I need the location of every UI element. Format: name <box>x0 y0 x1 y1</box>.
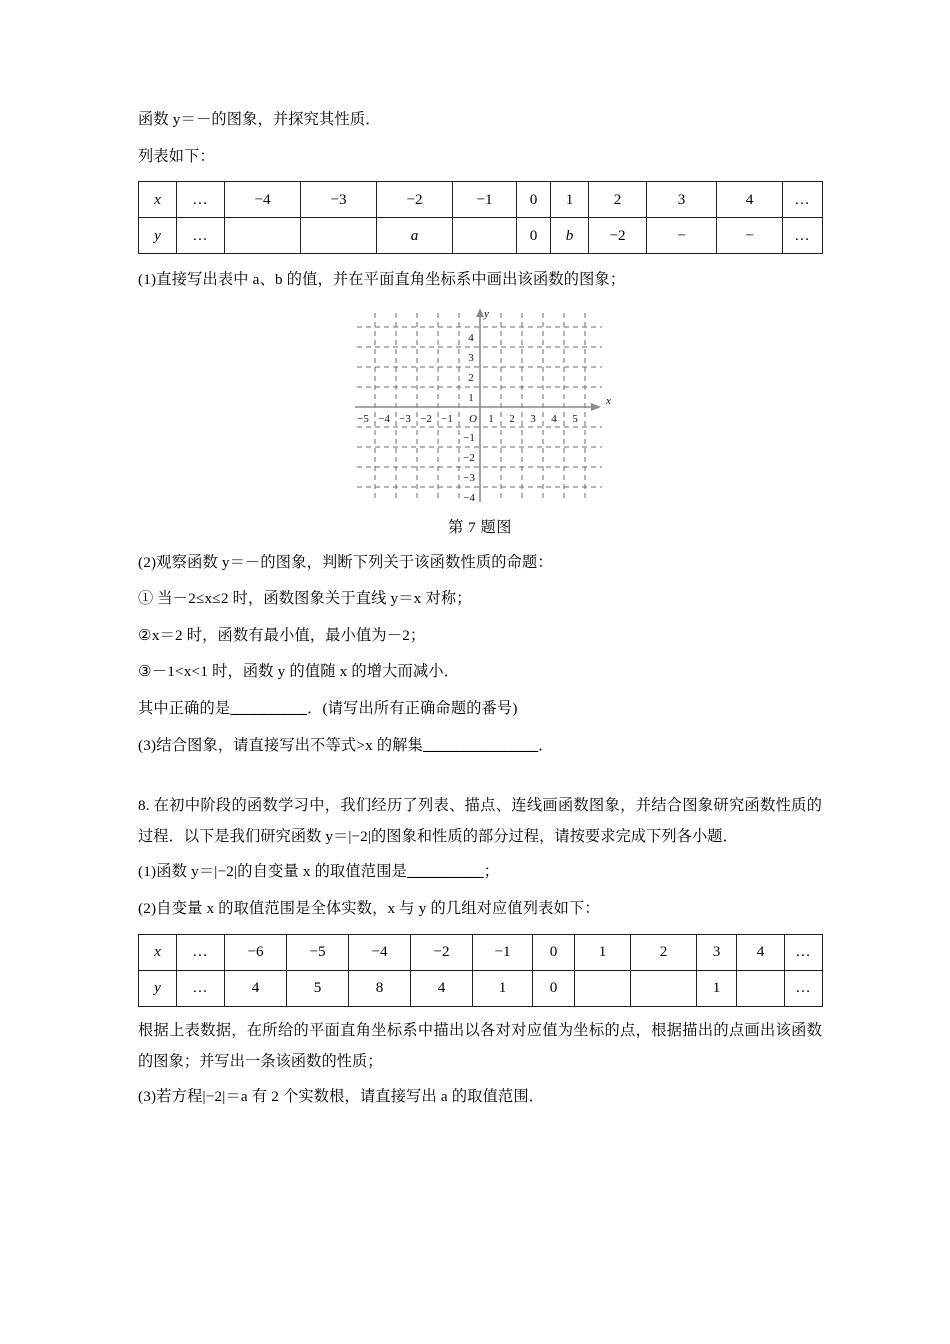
q8-x-8: 2 <box>631 934 697 970</box>
q8-value-table <box>138 934 823 1007</box>
q7-part3-after: ． <box>538 736 554 754</box>
q8-x-2: −5 <box>287 934 349 970</box>
q8-part1-answer-blank[interactable]: ________ <box>406 863 484 881</box>
q8-y-9: 1 <box>697 970 737 1006</box>
q7-figure-caption: 第 7 题图 <box>448 518 512 536</box>
q8-y-11: … <box>785 970 823 1006</box>
q7-y-0: … <box>177 218 225 254</box>
svg-text:4: 4 <box>468 331 474 344</box>
q7-correct-prompt-after: ．(请写出所有正确命题的番号) <box>307 699 518 717</box>
q7-part2: (2)观察函数 y＝－的图象，判断下列关于该函数性质的命题： <box>138 553 553 571</box>
y-axis <box>476 308 484 502</box>
q7-x-6: 1 <box>551 182 589 218</box>
q8-after-table: 根据上表数据，在所给的平面直角坐标系中描出以各对对应值为坐标的点，根据描出的点画出该函数的图象；并写出一条该函数的性质； <box>138 1021 822 1070</box>
q7-x-1: −4 <box>225 182 301 218</box>
q8-part3: (3)若方程|−2|＝a 有 2 个实数根，请直接写出 a 的取值范围． <box>138 1087 545 1105</box>
svg-text:−1: −1 <box>441 412 453 425</box>
svg-text:−5: −5 <box>357 412 369 425</box>
q7-part1: (1)直接写出表中 a、b 的值，并在平面直角坐标系中画出该函数的图象； <box>138 271 626 289</box>
q7-intro-line: 函数 y＝－的图象，并探究其性质． <box>138 111 381 128</box>
q8-y-4: 4 <box>411 970 473 1006</box>
q7-y-8: − <box>647 218 717 254</box>
q7-y-5: 0 <box>517 218 551 254</box>
q8-x-0: … <box>177 934 225 970</box>
q8-y-7 <box>575 970 631 1006</box>
q8-y-3: 8 <box>349 970 411 1006</box>
q8-y-8 <box>631 970 697 1006</box>
q7-part3-answer-blank[interactable]: ____________ <box>423 736 539 754</box>
q7-x-0: … <box>177 182 225 218</box>
q7-x-9: 4 <box>717 182 783 218</box>
q8-part2: (2)自变量 x 的取值范围是全体实数，x 与 y 的几组对应值列表如下： <box>138 899 600 917</box>
x-axis-label: x <box>606 394 611 407</box>
q7-x-8: 3 <box>647 182 717 218</box>
q8-x-7: 1 <box>575 934 631 970</box>
q7-value-table <box>138 181 823 254</box>
origin-label: O <box>469 412 477 425</box>
q8-y-2: 5 <box>287 970 349 1006</box>
svg-text:1: 1 <box>468 391 474 404</box>
svg-text:2: 2 <box>468 371 474 384</box>
svg-text:−3: −3 <box>463 471 475 484</box>
q7-x-7: 2 <box>589 182 647 218</box>
svg-text:−4: −4 <box>378 412 390 425</box>
y-axis-label: y <box>484 307 489 320</box>
q7-x-header: x <box>139 182 177 218</box>
svg-text:1: 1 <box>488 412 494 425</box>
svg-text:3: 3 <box>468 351 474 364</box>
q8-x-9: 3 <box>697 934 737 970</box>
q8-x-10: 4 <box>737 934 785 970</box>
q8-part1-before: (1)函数 y＝|−2|的自变量 x 的取值范围是 <box>138 863 407 881</box>
q7-y-header: y <box>139 218 177 254</box>
q7-y-3: a <box>377 218 453 254</box>
q8-x-4: −2 <box>411 934 473 970</box>
q7-correct-prompt <box>138 697 822 721</box>
q8-body: 8. 在初中阶段的函数学习中，我们经历了列表、描点、连线画函数图象，并结合图象研究函数性质的过程．以下是我们研究函数 y＝|−2|的图象和性质的部分过程，请按要求完成下列各小题． <box>138 797 822 846</box>
q8-x-5: −1 <box>473 934 533 970</box>
q7-y-4 <box>453 218 517 254</box>
q7-prop-3: ③－1<x<1 时，函数 y 的值随 x 的增大而减小． <box>138 663 460 681</box>
svg-text:−4: −4 <box>463 491 475 504</box>
coordinate-grid-svg <box>345 305 615 510</box>
q8-part1 <box>138 860 822 884</box>
svg-text:−1: −1 <box>463 431 475 444</box>
q7-table-label: 列表如下： <box>138 147 215 165</box>
q7-figure <box>138 305 822 537</box>
table-row <box>139 218 823 254</box>
q7-correct-answer-blank[interactable]: ________ <box>230 699 308 717</box>
q7-x-2: −3 <box>301 182 377 218</box>
svg-text:−2: −2 <box>463 451 475 464</box>
q8-x-3: −4 <box>349 934 411 970</box>
svg-text:3: 3 <box>530 412 536 425</box>
svg-text:2: 2 <box>509 412 515 425</box>
q7-y-6: b <box>551 218 589 254</box>
table-row <box>139 970 823 1006</box>
page-content <box>138 108 822 1121</box>
q8-x-header: x <box>139 934 177 970</box>
q8-y-0: … <box>177 970 225 1006</box>
q7-x-4: −1 <box>453 182 517 218</box>
table-row <box>139 182 823 218</box>
q7-y-9: − <box>717 218 783 254</box>
q7-y-10: … <box>783 218 823 254</box>
q8-part1-after: ； <box>483 863 500 881</box>
q7-y-1 <box>225 218 301 254</box>
svg-text:−3: −3 <box>399 412 411 425</box>
x-tick-labels <box>357 413 578 425</box>
q7-x-10: … <box>783 182 823 218</box>
q7-x-5: 0 <box>517 182 551 218</box>
svg-text:5: 5 <box>572 412 578 425</box>
svg-text:4: 4 <box>551 412 557 425</box>
q7-x-3: −2 <box>377 182 453 218</box>
q8-y-1: 4 <box>225 970 287 1006</box>
q8-x-11: … <box>785 934 823 970</box>
q7-part3-before: (3)结合图象，请直接写出不等式>x 的解集 <box>138 736 424 754</box>
q8-x-1: −6 <box>225 934 287 970</box>
table-row <box>139 934 823 970</box>
q7-y-2 <box>301 218 377 254</box>
q7-y-7: −2 <box>589 218 647 254</box>
q8-y-header: y <box>139 970 177 1006</box>
q7-prop-2: ②x＝2 时，函数有最小值，最小值为－2； <box>138 626 426 644</box>
q8-y-5: 1 <box>473 970 533 1006</box>
q8-x-6: 0 <box>533 934 575 970</box>
q7-correct-prompt-before: 其中正确的是 <box>138 699 231 717</box>
q7-part3 <box>138 734 822 758</box>
q8-y-6: 0 <box>533 970 575 1006</box>
svg-text:−2: −2 <box>420 412 432 425</box>
q8-y-10 <box>737 970 785 1006</box>
q7-prop-1: ① 当－2≤x≤2 时，函数图象关于直线 y＝x 对称； <box>138 590 472 608</box>
